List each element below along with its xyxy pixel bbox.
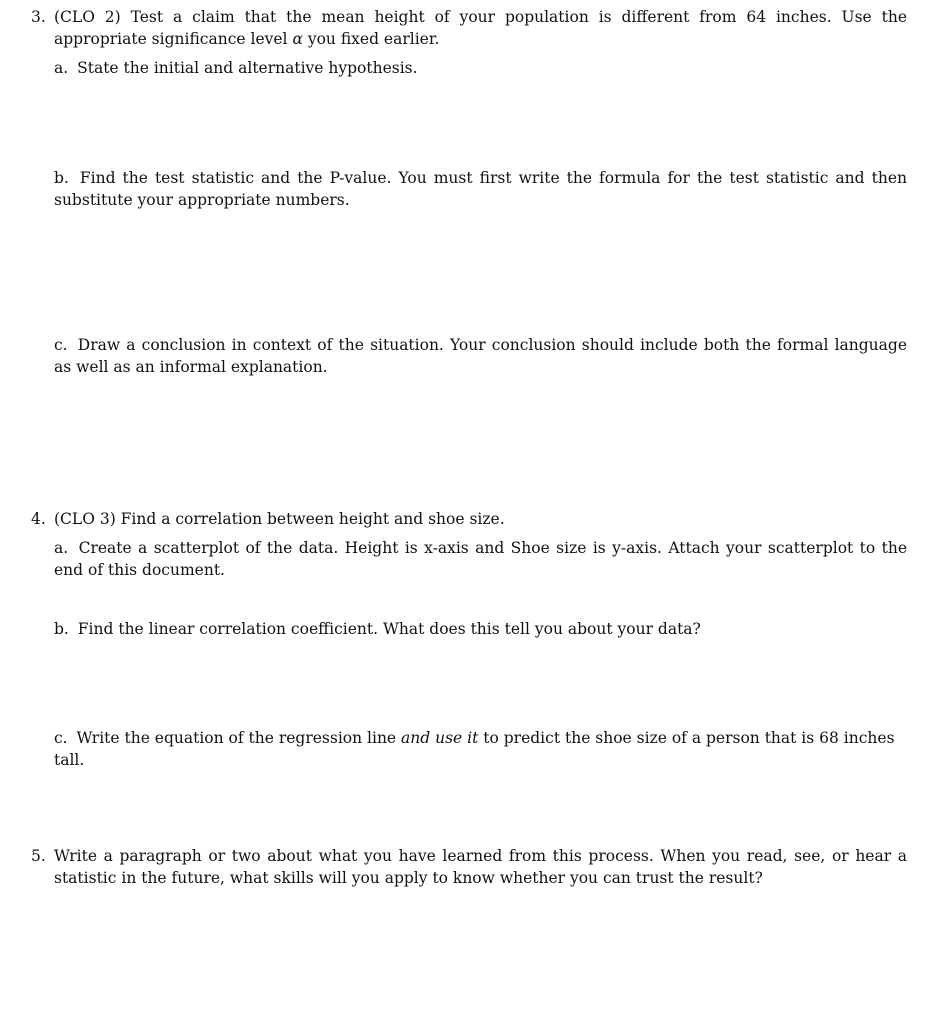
question-3-text-part2: you fixed earlier. [302,30,440,48]
question-4c-body-part2: to predict the shoe size of a person that is 68 inches tall. [54,729,895,769]
question-4b-text [54,618,907,640]
alpha-symbol: α [292,30,303,48]
question-4-number: 4. [31,510,46,528]
question-4b-body: Find the linear correlation coefficient. What does this tell you about your data? [77,620,701,638]
question-3-number: 3. [31,8,46,26]
question-4c [0,727,937,771]
question-4c-emphasis: and use it [401,729,479,747]
question-3c-body: Draw a conclusion in context of the situation. Your conclusion should include both the formal language as well as an informal explanation. [54,336,907,376]
question-3a-label: a. [54,59,69,77]
question-4a [0,537,937,581]
question-4a-label: a. [54,539,69,557]
question-3a-text [54,57,907,79]
question-4c-text [54,727,907,771]
question-4a-text [54,537,907,581]
question-5-text: Write a paragraph or two about what you have learned from this process. When you read, see, or hear a statistic in the future, what skills will you apply to know whether you can trust the result? [54,847,907,887]
question-3a [0,57,937,79]
question-3 [0,6,937,50]
question-4b [0,618,937,640]
question-3-text-part1: (CLO 2) Test a claim that the mean height of your population is different from 64 inches. Use the appropriate significance level [54,8,907,48]
question-4c-label: c. [54,729,68,747]
question-4c-body-part1: Write the equation of the regression line [76,729,402,747]
question-3-text [54,6,907,50]
question-4a-body: Create a scatterplot of the data. Height is x-axis and Shoe size is y-axis. Attach your scatterplot to the end of this document. [54,539,907,579]
question-3a-body: State the initial and alternative hypothesis. [77,59,418,77]
question-5-number: 5. [31,847,46,865]
question-4-stem [0,508,937,530]
question-3-stem [0,6,937,50]
question-3b [0,167,937,211]
question-4b-label: b. [54,620,69,638]
question-3b-body: Find the test statistic and the P-value. You must first write the formula for the test statistic and then substitute your appropriate numbers. [54,169,907,209]
question-5 [0,845,937,889]
question-3b-label: b. [54,169,69,187]
question-3c [0,334,937,378]
question-4-text: (CLO 3) Find a correlation between height and shoe size. [54,510,505,528]
question-3c-label: c. [54,336,68,354]
question-5-stem [0,845,937,889]
question-3c-text [54,334,907,378]
question-3b-text [54,167,907,211]
question-4 [0,508,937,530]
